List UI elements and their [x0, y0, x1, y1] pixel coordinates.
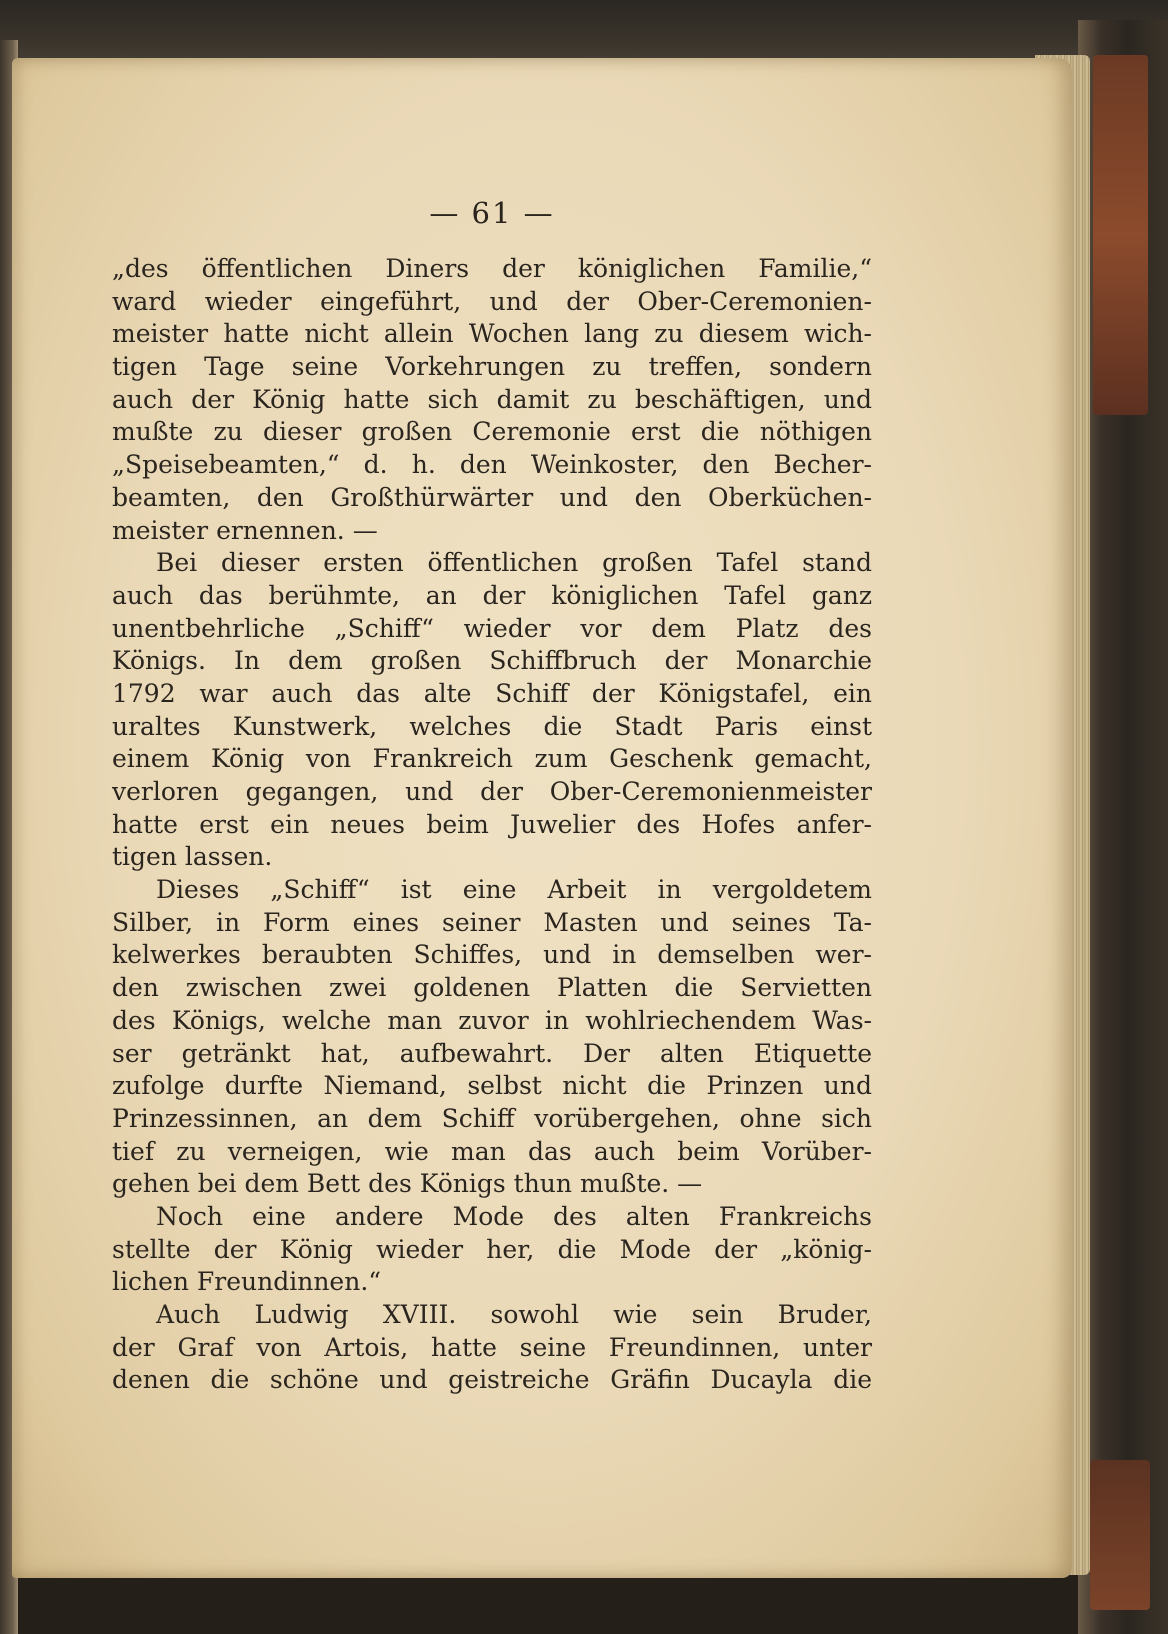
text-line: Königs. In dem großen Schiffbruch der Monarchie: [112, 646, 872, 676]
text-line: tief zu verneigen, wie man das auch beim Vorüber-: [112, 1136, 872, 1166]
text-line: zufolge durfte Niemand, selbst nicht die Prinzen und: [112, 1071, 872, 1101]
text-line: ser getränkt hat, aufbewahrt. Der alten Etiquette: [112, 1038, 872, 1068]
text-line: beamten, den Großthürwärter und den Oberküchen-: [112, 482, 872, 512]
text-line: tigen Tage seine Vorkehrungen zu treffen, sondern: [112, 352, 872, 382]
text-line: uraltes Kunstwerk, welches die Stadt Paris einst: [112, 711, 872, 741]
text-line: hatte erst ein neues beim Juwelier des Hofes anfer-: [112, 809, 872, 839]
text-line: meister ernennen. —: [112, 515, 378, 545]
text-line: meister hatte nicht allein Wochen lang zu diesem wich-: [112, 319, 872, 349]
text-line: „des öffentlichen Diners der königlichen Familie,“: [112, 254, 872, 283]
text-line: auch der König hatte sich damit zu beschäftigen, und: [112, 384, 872, 414]
text-line: gehen bei dem Bett des Königs thun mußte. —: [112, 1169, 703, 1199]
text-line: den zwischen zwei goldenen Platten die Servietten: [112, 973, 872, 1003]
text-line: Noch eine andere Mode des alten Frankreichs: [156, 1201, 872, 1231]
text-line: Bei dieser ersten öffentlichen großen Tafel stand: [156, 548, 872, 578]
text-line: des Königs, welche man zuvor in wohlriechendem Was-: [112, 1005, 872, 1035]
page-number: — 61 —: [429, 196, 555, 230]
leather-corner-top: [1093, 55, 1148, 415]
text-line: „Speisebeamten,“ d. h. den Weinkoster, den Becher-: [112, 450, 872, 480]
text-line: lichen Freundinnen.“: [112, 1267, 382, 1297]
text-line: verloren gegangen, und der Ober-Ceremonienmeister: [112, 777, 872, 806]
text-line: unentbehrliche „Schiff“ wieder vor dem Platz des: [112, 613, 872, 643]
text-line: Auch Ludwig XVIII. sowohl wie sein Bruder,: [156, 1300, 872, 1329]
text-line: der Graf von Artois, hatte seine Freundinnen, unter: [112, 1332, 872, 1362]
text-line: Dieses „Schiff“ ist eine Arbeit in vergoldetem: [156, 875, 872, 905]
text-line: stellte der König wieder her, die Mode der „könig-: [112, 1234, 872, 1264]
leather-corner-bottom: [1090, 1460, 1150, 1610]
text-line: mußte zu dieser großen Ceremonie erst die nöthigen: [112, 417, 872, 447]
body-text: [112, 253, 872, 1397]
text-line: ward wieder eingeführt, und der Ober-Ceremonien-: [112, 286, 872, 316]
text-line: Prinzessinnen, an dem Schiff vorübergehen, ohne sich: [112, 1103, 872, 1133]
book-page: [12, 58, 1072, 1578]
text-line: einem König von Frankreich zum Geschenk gemacht,: [112, 744, 872, 774]
text-line: 1792 war auch das alte Schiff der Königstafel, ein: [112, 678, 872, 708]
text-line: kelwerkes beraubten Schiffes, und in demselben wer-: [112, 940, 872, 970]
text-line: tigen lassen.: [112, 842, 273, 872]
text-line: denen die schöne und geistreiche Gräfin Ducayla die: [112, 1365, 872, 1395]
text-line: auch das berühmte, an der königlichen Tafel ganz: [112, 580, 872, 610]
text-line: Silber, in Form eines seiner Masten und seines Ta-: [112, 907, 872, 937]
